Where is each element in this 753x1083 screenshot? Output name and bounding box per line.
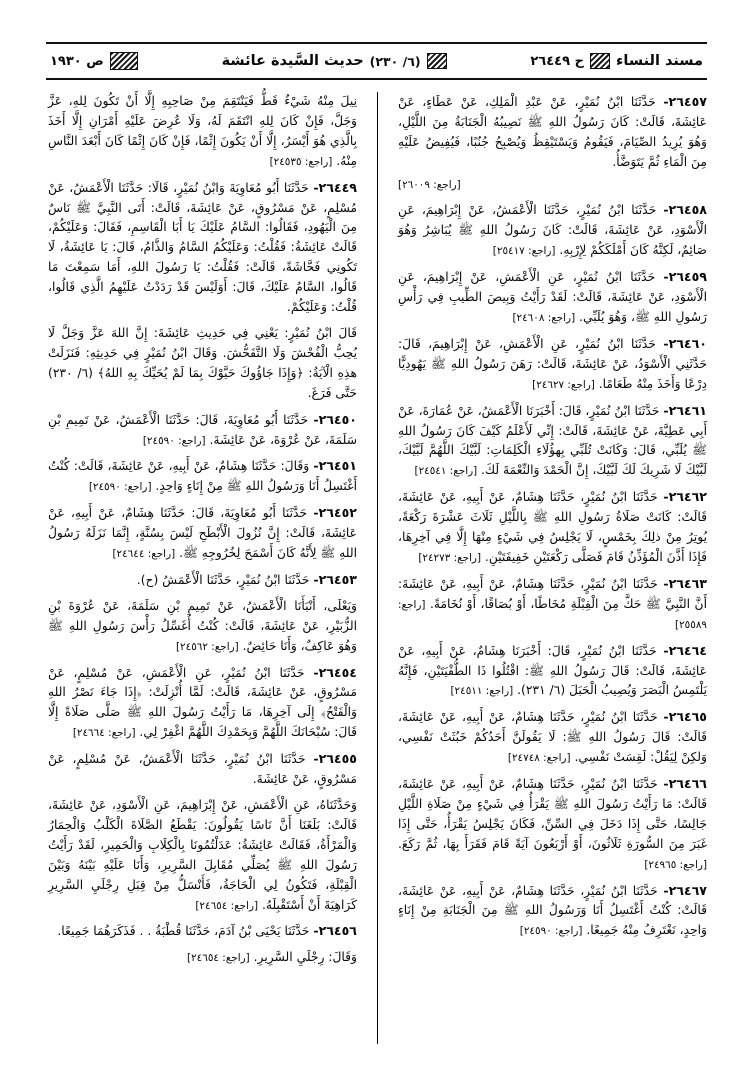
page-header (46, 42, 707, 80)
hadith-text: حَدَّثَنَا أَبُو مُعَاوِيَةَ وَابْنُ نُمَيْرٍ، قَالَا: حَدَّثَنَا الْأَعْمَشُ، عَنْ مُسْلِمٍ، عَنْ مَسْرُوقٍ، عَنْ عَائِشَةَ، قَالَتْ: أَتَى النَّبِيَّ ﷺ نَاسٌ مِنَ الْيَهُودِ، فَقَالُوا: السَّامُ عَلَيْكَ يَا أَبَا الْقَاسِمِ، فَقَالَ: وَعَلَيْكُمْ، قَالَتْ عَائِشَةُ: فَقُلْتُ: وَعَلَيْكُمُ السَّامُ وَالذَّامُ، قَالَ: يَا عَائِشَةُ، لَا تَكُونِي فَحَّاشَةً، قَالَتْ: فَقُلْتُ: يَا رَسُولَ اللهِ، أَمَا سَمِعْتَ مَا قَالُوا، السَّامُ عَلَيْكَ، قَالَ: أَوَلَيْسَ قَدْ رَدَدْتُ عَلَيْهِمُ الَّذِي قَالُوا، قُلْتُ: وَعَلَيْكُمْ. (48, 180, 357, 315)
hadith-entry (398, 92, 707, 173)
hadith-number: ٢٦٤٦٣- (663, 575, 707, 591)
hadith-reference: [راجع: ٢٤٦٠٨] (512, 312, 576, 324)
hadith-reference: [راجع: ٢٤٥٩٠] (519, 925, 583, 938)
hadith-reference: [راجع: ٢٦٠٠٩] (398, 178, 461, 191)
continuation-paragraph (48, 92, 357, 172)
hadith-reference: [راجع: ٢٤٩٦٥] (644, 858, 707, 871)
hadith-number: ٢٦٤٥٨- (663, 202, 707, 218)
hadith-text: حَدَّثَنَا ابْنُ نُمَيْرٍ، حَدَّثَنَا هِشَامٌ، عَنْ أَبِيهِ، عَنْ عَائِشَةَ، قَالَتْ: كَانَتْ صَلَاةُ رَسُولِ اللهِ ﷺ بِاللَّيْلِ ثَلَاثَ عَشْرَةَ رَكْعَةً، يُوتِرُ مِنْ ذلِكَ بِخَمْسٍ، لَا يَجْلِسُ فِي شَيْءٍ مِنْهَا إِلَّا فِي آخِرِهَا، فَإِذَا أَذَّنَ الْمُؤَذِّنُ قَامَ فَصَلَّى رَكْعَتَيْنِ خَفِيفَتَيْنِ. (398, 490, 707, 564)
hadith-number: ٢٦٤٦٠- (663, 335, 707, 351)
hadith-continuation (48, 597, 357, 657)
header-middle-group (222, 53, 447, 69)
hadith-text: نِيلَ مِنْهُ شَيْءٌ قَطُّ فَيَنْتَقِمَ مِنْ صَاحِبِهِ إِلَّا أَنْ تَكُونَ لِلهِ، عَزَّ وَجَلَّ، فَإِنْ كَانَ لِلهِ انْتَقَمَ لَهُ، وَلَا عُرِضَ عَلَيْهِ أَمْرَانِ إِلَّا أَخَذَ بِالَّذِي هُوَ أَيْسَرُ، إِلَّا أَنْ يَكُونَ إِثْمًا، فَإِنْ كَانَ إِثْمًا كَانَ أَبْعَدَ النَّاسِ مِنْهُ. (48, 94, 357, 168)
hadith-number: ٢٦٤٥٩- (663, 269, 707, 285)
header-left-group (50, 52, 138, 70)
hadith-entry (398, 774, 707, 875)
commentary-text: قَالَ ابْنُ نُمَيْرٍ: يَعْنِي فِي حَدِيثِ عَائِشَةَ: إِنَّ اللهَ عَزَّ وَجَلَّ لَا يُحِبُّ الْفُحْشَ وَلَا التَّفَحُّشَ. وَقَالَ ابْنُ نُمَيْرٍ فِي حَدِيثِهِ: فَنَزَلَتْ هذِهِ الْآيَةُ: ﴿وَإِذَا جَاؤُوكَ حَيَّوْكَ بِمَا لَمْ يُحَيِّكَ بِهِ اللهُ﴾ (٦/ ٢٣٠) حَتَّى فَرَغَ. (48, 325, 357, 400)
hadith-text: حَدَّثَنَا ابْنُ نُمَيْرٍ، عَنِ الْأَعْمَشِ، عَنْ إِبْرَاهِيمَ، قَالَ: حَدَّثَنِي الْأَسْوَدُ، عَنْ عَائِشَةَ، قَالَتْ: رَهَنَ رَسُولُ اللهِ ﷺ يَهُودِيًّا دِرْعًا وَأَخَذَ مِنْهُ طَعَامًا. (398, 336, 707, 391)
book-title: مسند النساء (615, 53, 703, 69)
hadith-entry (48, 456, 357, 497)
hadith-number: ٢٦٤٦٤- (663, 642, 707, 658)
left-column (48, 92, 365, 1044)
hadith-text: وَقَالَ: حَدَّثَنَا هِشَامٌ، عَنْ أَبِيهِ، عَنْ عَائِشَةَ، قَالَتْ: كُنْتُ أَغْتَسِلُ أَنَا وَرَسُولُ اللهِ ﷺ مِنْ إِنَاءٍ وَاحِدٍ. (48, 459, 357, 494)
commentary-paragraph (48, 324, 357, 404)
hadith-number: ٢٦٤٦١- (663, 402, 707, 418)
right-column (390, 92, 707, 1044)
hadith-text: حَدَّثَنَا أَبُو مُعَاوِيَةَ، قَالَ: حَدَّثَنَا هِشَامٌ، عَنْ أَبِيهِ، عَنْ عَائِشَةَ، قَالَتْ: إِنَّ نُزُولَ الْأَبْطَحِ لَيْسَ بِسُنَّةٍ، إِنَّمَا نَزَلَهُ رَسُولُ اللهِ ﷺ لِأَنَّهُ كَانَ أَسْمَحَ لِخُرُوجِهِ ﷺ. (48, 506, 357, 561)
hadith-text: وَقَالَ: رِجْلَيِ السَّرِيرِ. (253, 950, 357, 965)
hadith-reference: [راجع: ٢٤٦٤٤] (112, 548, 176, 561)
hadith-entry (48, 410, 357, 451)
hadith-entry (48, 503, 357, 564)
hadith-text: حَدَّثَنَا ابْنُ نُمَيْرٍ، حَدَّثَنَا هِشَامٌ، عَنْ أَبِيهِ، عَنْ عَائِشَةَ، قَالَتْ: مَا رَأَيْتُ رَسُولَ اللهِ ﷺ يَقْرَأُ فِي شَيْءٍ مِنْ صَلَاةِ اللَّيْلِ جَالِسًا، حَتَّى إِذَا دَخَلَ فِي السِّنِّ، فَكَانَ يَجْلِسُ يَقْرَأُ، حَتَّى إِذَا غَبَرَ مِنَ السُّورَةِ ثَلَاثُونَ، أَوْ أَرْبَعُونَ آيَةً قَامَ فَقَرَأَ بِهَا، ثُمَّ رَكَعَ. (398, 777, 707, 851)
hadith-entry (398, 881, 707, 942)
hadith-entry (48, 178, 357, 318)
hadith-reference: [راجع: ٢٥٤١٧] (492, 245, 556, 258)
hadith-text: حَدَّثَنَا ابْنُ نُمَيْرٍ، عَنِ الْأَعْمَشِ، عَنْ مُسْلِمٍ، عَنْ مَسْرُوقٍ، عَنْ عَائِشَةَ، قَالَتْ: لَمَّا أُنْزِلَتْ: ﴿إِذَا جَاءَ نَصْرُ اللهِ وَالْفَتْحُ﴾ إِلَى آخِرِهَا، مَا رَأَيْتُ رَسُولَ اللهِ ﷺ صَلَّى صَلَاةً إِلَّا قَالَ: سُبْحَانَكَ اللَّهُمَّ وَبِحَمْدِكَ اللَّهُمَّ اغْفِرْ لِي. (48, 665, 357, 740)
hadith-text: حَدَّثَنَا يَحْيَى بْنُ آدَمَ، حَدَّثَنَا قُطْبَةُ . . فَذَكَرَهُمَا جَمِيعًا. (57, 924, 310, 939)
hadith-text: حَدَّثَنَا ابْنُ نُمَيْرٍ، حَدَّثَنَا الْأَعْمَشُ، عَنْ إِبْرَاهِيمَ، عَنِ الْأَسْوَدِ، عَنْ عَائِشَةَ، قَالَتْ: كَانَ رَسُولُ اللهِ ﷺ يُبَاشِرُ وَهُوَ صَائِمٌ، لَكِنَّهُ كَانَ أَمْلَكَكُمْ لِإِرْبِهِ. (398, 203, 707, 258)
hadith-text: حَدَّثَنَا ابْنُ نُمَيْرٍ، قَالَ: أَخْبَرَنَا هِشَامٌ، عَنْ أَبِيهِ، عَنْ عَائِشَةَ، قَالَتْ: قَالَ رَسُولُ اللهِ ﷺ: اقْتُلُوا ذَا الطُّفْيَتَيْنِ، فَإِنَّهُ يَلْتَمِسُ الْبَصَرَ وَيُصِيبُ الْحَبَلَ (٦/ ٢٣١). (398, 643, 707, 698)
hadith-text: حَدَّثَنَا أَبُو مُعَاوِيَةَ، قَالَ: حَدَّثَنَا الْأَعْمَشُ، عَنْ تَمِيمِ بْنِ سَلَمَةَ، عَنْ عُرْوَةَ، عَنْ عَائِشَةَ. (48, 412, 357, 447)
hadith-entry (398, 487, 707, 568)
hadith-text: حَدَّثَنَا ابْنُ نُمَيْرٍ، حَدَّثَنَا الْأَعْمَشُ، عَنْ مُسْلِمٍ، عَنْ مَسْرُوقٍ، عَنْ عَائِشَةَ. (48, 752, 357, 787)
ornament-icon (110, 52, 138, 70)
hadith-entry (48, 749, 357, 790)
hadith-entry (398, 267, 707, 328)
hadith-number: ٢٦٤٥٧- (663, 94, 707, 109)
page-number: ص ١٩٣٠ (50, 53, 104, 69)
hadith-reference: [راجع: ٢٤٦٢٧] (532, 378, 595, 391)
hadith-number: ٢٦٤٦٧- (663, 882, 707, 898)
hadith-reference: [راجع: ٢٤٥٣٥] (269, 155, 333, 168)
hadith-reference: [راجع: ٢٤٦٦٤] (72, 727, 136, 740)
hadith-reference: [راجع: ٢٥٥٨٩] (398, 598, 707, 631)
hadith-number: ٢٦٤٥٠- (313, 411, 357, 427)
hadith-entry (398, 334, 707, 395)
hadith-reference: [راجع: ٢٤٦٥٤] (187, 952, 250, 965)
hadith-number: ٢٦٤٦٢- (663, 489, 707, 505)
hadith-number: ٢٦٤٥٦- (313, 923, 357, 939)
hadith-number: ٢٦٤٦٦- (663, 776, 707, 792)
hadith-number: ٢٦٤٥٤- (313, 664, 357, 680)
hadith-text: حَدَّثَنَا ابْنُ نُمَيْرٍ، عَنْ عَبْدِ الْمَلِكِ، عَنْ عَطَاءٍ، عَنْ عَائِشَةَ، قَالَتْ: كَانَ رَسُولُ اللهِ ﷺ نَصِيبُهُ الْجَنَابَةُ مِنَ اللَّيْلِ، وَهُوَ يُرِيدُ الصِّيَامَ، فَيَقُومُ وَيَسْتَيْقِظُ وَيُصْبِحُ جُنُبًا، فَيُفِيضُ عَلَيْهِ مِنَ الْمَاءِ ثُمَّ يَتَوَضَّأُ. (398, 95, 707, 169)
hadith-number: ٢٦٤٥٢- (313, 505, 357, 521)
column-divider (377, 92, 378, 1044)
hadith-number: ٢٦٤٦٥- (663, 709, 707, 725)
hadith-number: ٢٦٤٤٩- (313, 179, 357, 195)
hadith-entry (398, 574, 707, 635)
hadith-entry (398, 707, 707, 768)
hadith-entry (398, 401, 707, 482)
hadith-entry (48, 921, 357, 942)
hadith-marker: ح ٢٦٤٤٩ (530, 53, 584, 69)
hadith-text: حَدَّثَنَا ابْنُ نُمَيْرٍ، حَدَّثَنَا هِشَامٌ، عَنْ أَبِيهِ، عَنْ عَائِشَةَ، قَالَتْ: قَالَ رَسُولُ اللهِ ﷺ: لَا يَقُولَنَّ أَحَدُكُمْ خَبُثَتْ نَفْسِي، وَلكِنْ لِيَقُلْ: لَقِسَتْ نَفْسِي. (398, 710, 707, 765)
hadith-text: وَيَعْلَى، أَنْبَأَنَا الْأَعْمَشُ، عَنْ تَمِيمِ بْنِ سَلَمَةَ، عَنْ عُرْوَةَ بْنِ الزُّبَيْرِ، عَنْ عَائِشَةَ، قَالَتْ: كُنْتُ أُغَسِّلُ رَأْسَ رَسُولِ اللهِ ﷺ وَهُوَ عَاكِفٌ، وَأَنَا حَائِضٌ. (48, 598, 357, 653)
hadith-continuation (48, 948, 357, 968)
hadith-reference: [راجع: ٢٤٥٦٢] (175, 640, 239, 653)
hadith-reference: [راجع: ٢٤٢٧٣] (418, 551, 481, 564)
hadith-text: حَدَّثَنَا ابْنُ نُمَيْرٍ، حَدَّثَنَا هِشَامٌ، عَنْ أَبِيهِ، عَنْ عَائِشَةَ: أَنَّ النَّبِيَّ ﷺ حَكَّ مِنَ الْقِبْلَةِ مُخَاطًا، أَوْ بُصَاقًا، أَوْ نُخَامَةً. (398, 576, 707, 611)
hadith-entry (48, 570, 357, 591)
hadith-reference: [راجع: ٢٤٥٤١] (414, 465, 478, 478)
hadith-reference: [راجع: ٢٤٦٥٤] (195, 899, 259, 912)
hadith-continuation (48, 796, 357, 915)
hadith-number: ٢٦٤٥٥- (313, 751, 357, 767)
hadith-reference: [راجع: ٢٤٥١١] (450, 685, 514, 698)
hadith-number: ٢٦٤٥٣- (313, 571, 357, 587)
text-columns (46, 92, 707, 1044)
hadith-reference: [راجع: ٢٤٧٤٨] (507, 752, 571, 765)
hadith-text: وَحَدَّثَنَاهُ، عَنِ الْأَعْمَشِ، عَنْ إِبْرَاهِيمَ، عَنِ الْأَسْوَدِ، عَنْ عَائِشَةَ، قَالَتْ: بَلَغَنَا أَنَّ نَاسًا يَقُولُونَ: يَقْطَعُ الصَّلَاةَ الْكَلْبُ وَالْحِمَارُ وَالْمَرْأَةُ، فَقَالَتْ عَائِشَةُ: عَدَلْتُمُونَا بِالْكِلَابِ وَالْحَمِيرِ، لَقَدْ رَأَيْتُ رَسُولَ اللهِ ﷺ يُصَلِّي مُقَابِلَ السَّرِيرِ، وَأَنَا عَلَيْهِ بَيْنَهُ وَبَيْنَ الْقِبْلَةِ، فَتَكُونُ لِي الْحَاجَةُ، فَأَنْسَلُّ مِنْ قِبَلِ رِجْلَيِ السَّرِيرِ كَرَاهِيَةَ أَنْ أَسْتَقْبِلَهُ. (48, 798, 357, 912)
volume-page-ref: (٦/ ٢٣٠) (369, 53, 421, 69)
hadith-text: حَدَّثَنَا ابْنُ نُمَيْرٍ، حَدَّثَنَا هِشَامٌ، عَنْ أَبِيهِ، عَنْ عَائِشَةَ، قَالَتْ: كُنْتُ أَغْتَسِلُ أَنَا وَرَسُولُ اللهِ ﷺ مِنَ الْجَنَابَةِ مِنْ إِنَاءٍ وَاحِدٍ، نَغْتَرِفُ مِنْهُ جَمِيعًا. (398, 883, 707, 938)
hadith-text: حَدَّثَنَا ابْنُ نُمَيْرٍ، قَالَ: أَخْبَرَنَا الْأَعْمَشُ، عَنْ عُمَارَةَ، عَنْ أَبِي عَطِيَّةَ، عَنْ عَائِشَةَ، قَالَتْ: إِنِّي لَأَعْلَمُ كَيْفَ كَانَ رَسُولُ اللهِ ﷺ يُلَبِّي، قَالَ: وَكَانَتْ تُلَبِّي بِهؤُلَاءِ الْكَلِمَاتِ: لَبَّيْكَ اللَّهُمَّ لَبَّيْكَ، لَبَّيْكَ لَا شَرِيكَ لَكَ لَبَّيْكَ، إِنَّ الْحَمْدَ وَالنِّعْمَةَ لَكَ. (398, 403, 707, 478)
hadith-reference: [راجع: ٢٤٥٩٠] (142, 434, 206, 447)
ornament-icon (590, 53, 610, 69)
hadith-entry (398, 200, 707, 261)
hadith-reference: [راجع: ٢٤٥٩٠] (88, 481, 152, 494)
hadith-entry (398, 641, 707, 702)
hadith-entry (48, 663, 357, 744)
hadith-text: حَدَّثَنَا ابْنُ نُمَيْرٍ، عَنِ الْأَعْمَشِ، عَنْ إِبْرَاهِيمَ، عَنِ الْأَسْوَدِ، عَنْ عَائِشَةَ، قَالَتْ: لَقَدْ رَأَيْتُ وَبِيصَ الطِّيبِ فِي رَأْسِ رَسُولِ اللهِ ﷺ، وَهُوَ يُلَبِّي. (398, 270, 707, 324)
ornament-icon (427, 53, 447, 69)
chapter-title: حديث السَّيدة عائشة (221, 53, 364, 69)
header-right-group (530, 53, 703, 69)
hadith-number: ٢٦٤٥١- (313, 458, 357, 474)
hadith-text: حَدَّثَنَا ابْنُ نُمَيْرٍ، حَدَّثَنَا الْأَعْمَشُ (ح). (136, 572, 310, 587)
